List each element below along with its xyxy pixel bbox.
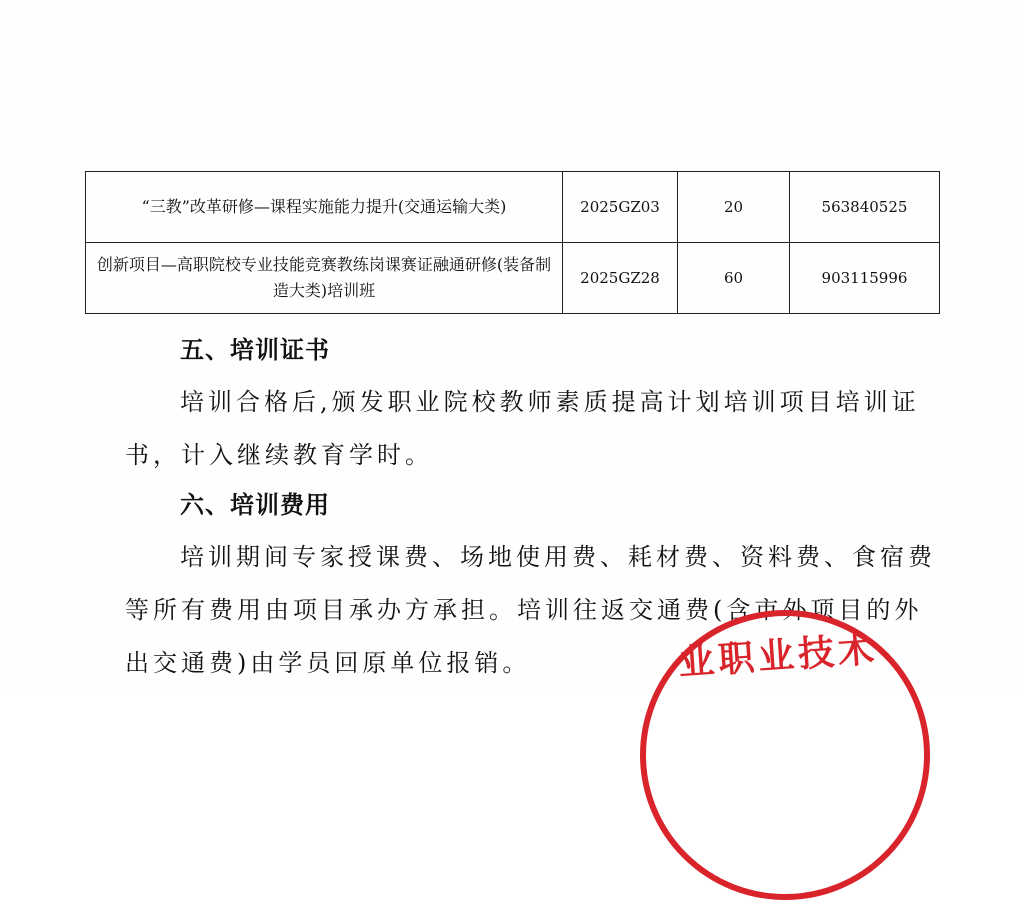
group-number-cell: 903115996 <box>790 243 940 314</box>
project-name-cell: “三教”改革研修—课程实施能力提升(交通运输大类) <box>86 172 563 243</box>
paragraph-line: 出交通费)由学员回原单位报销。 <box>125 649 531 677</box>
quota-cell: 20 <box>678 172 790 243</box>
paragraph-line: 培训期间专家授课费、场地使用费、耗材费、资料费、食宿费 <box>180 543 936 571</box>
project-code-cell: 2025GZ03 <box>563 172 678 243</box>
table-row <box>86 243 940 314</box>
section-heading-certificate: 五、培训证书 <box>180 336 330 364</box>
training-projects-table <box>85 171 940 314</box>
quota-cell: 60 <box>678 243 790 314</box>
group-number-cell: 563840525 <box>790 172 940 243</box>
paragraph-line: 等所有费用由项目承办方承担。培训往返交通费(含市外项目的外 <box>125 596 923 624</box>
project-code-cell: 2025GZ28 <box>563 243 678 314</box>
table-row <box>86 172 940 243</box>
section-heading-fees: 六、培训费用 <box>180 491 330 519</box>
seal-text: 业职业技术 <box>677 629 880 684</box>
paragraph-line: 培训合格后,颁发职业院校教师素质提高计划培训项目培训证 <box>180 388 920 416</box>
paragraph-line: 书，计入继续教育学时。 <box>125 441 433 469</box>
project-name-cell: 创新项目—高职院校专业技能竞赛教练岗课赛证融通研修(装备制造大类)培训班 <box>86 243 563 314</box>
